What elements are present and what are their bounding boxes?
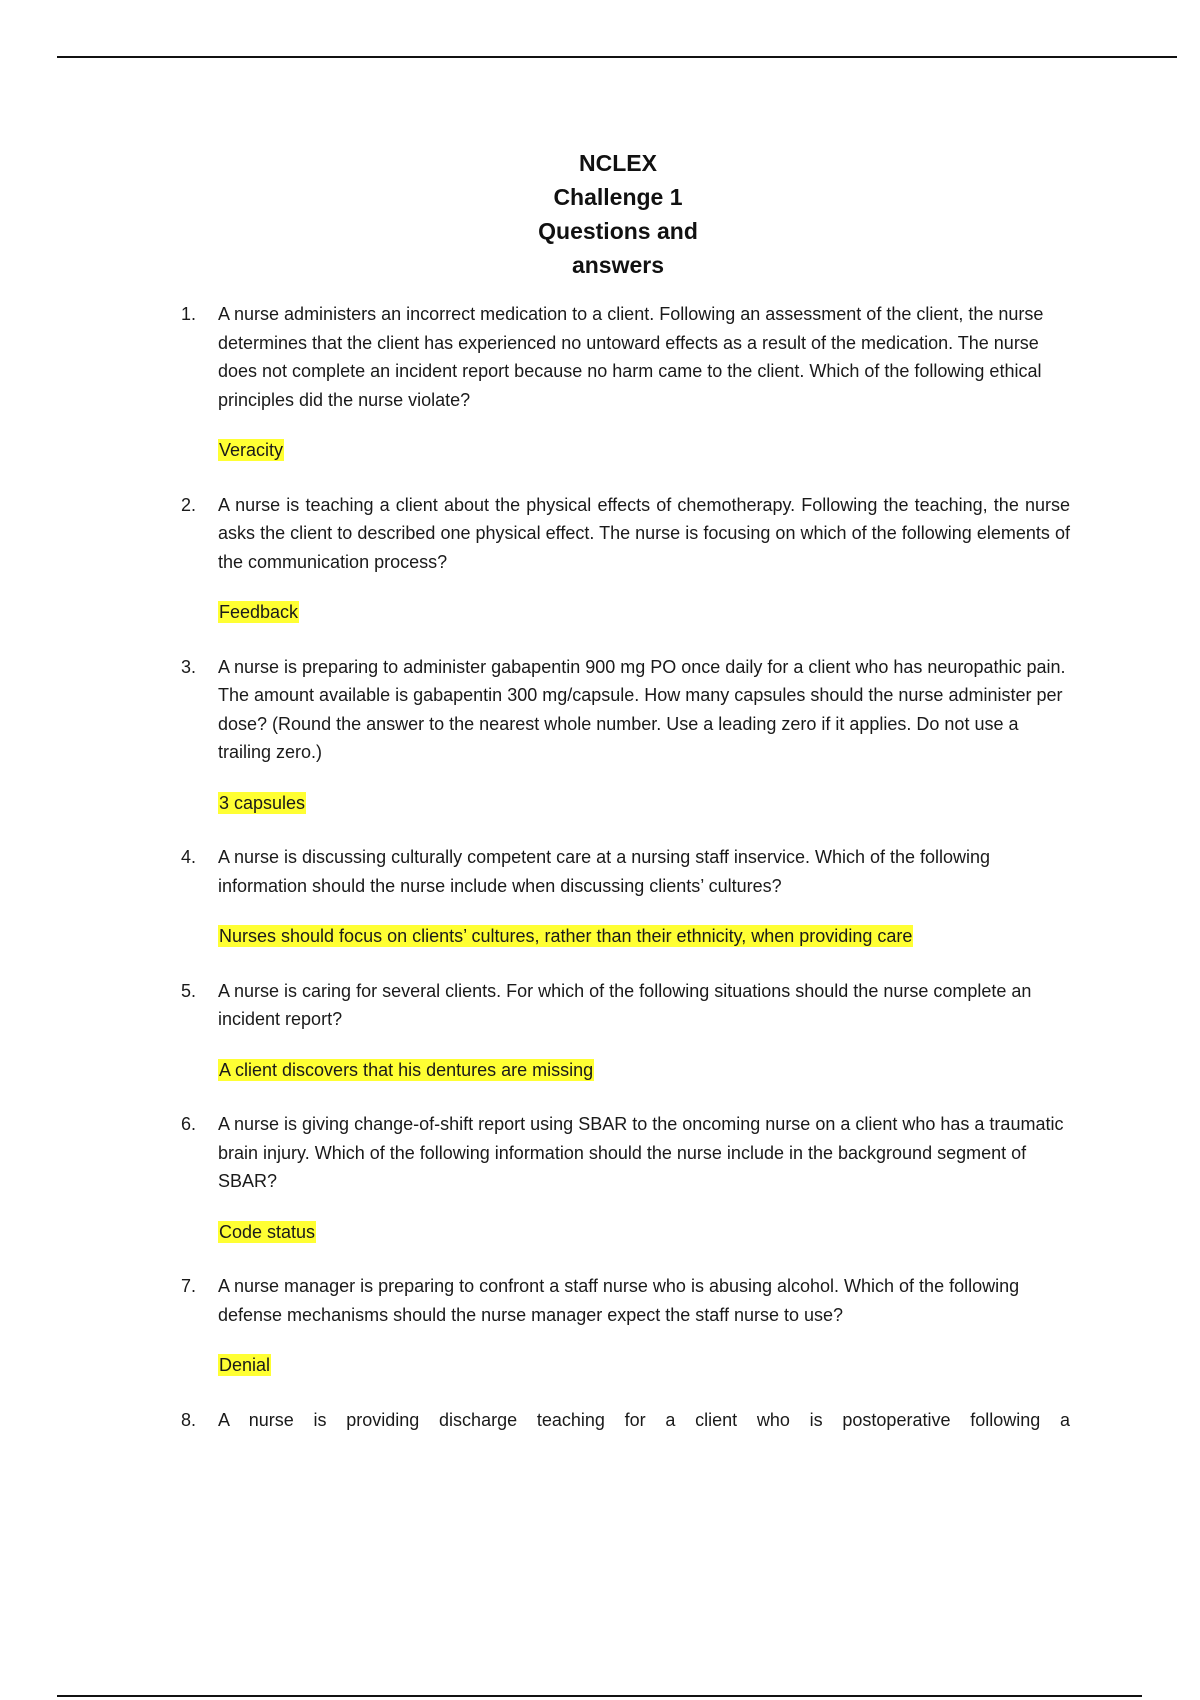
answer-highlight: Nurses should focus on clients’ cultures, rather than their ethnicity, when providing care bbox=[219, 926, 913, 946]
answer bbox=[218, 789, 1200, 818]
answer bbox=[218, 1218, 1200, 1247]
question-number: 3. bbox=[181, 656, 197, 677]
title-line: Questions and bbox=[538, 218, 698, 244]
question-text: A nurse manager is preparing to confront a staff nurse who is abusing alcohol. Which of the following defense mechanisms should the nurse manager expect the staff nurse to use? bbox=[218, 1276, 1020, 1325]
question-number: 5. bbox=[181, 980, 197, 1001]
question-number: 4. bbox=[181, 847, 197, 867]
title-line: NCLEX bbox=[579, 150, 657, 176]
answer-highlight: 3 capsules bbox=[219, 792, 306, 813]
document-title bbox=[0, 146, 1200, 282]
question-text: A nurse is discussing culturally competent care at a nursing staff inservice. Which of the following information should the nurse include when discussing clients’ cultures? bbox=[218, 847, 991, 896]
question-number: 1. bbox=[181, 304, 197, 324]
question-item bbox=[0, 491, 1200, 627]
question-text: A nurse is preparing to administer gabapentin 900 mg PO once daily for a client who has neuropathic pain. The amount available is gabapentin 300 mg/capsule. How many capsules should the nurse administer per dose? (Round the answer to the nearest whole number. Use a leading zero if it applies. Do not use a trailing zero.) bbox=[218, 656, 1066, 762]
question-text: A nurse is giving change-of-shift report using SBAR to the oncoming nurse on a client who has a traumatic brain injury. Which of the following information should the nurse include in the background segment of SBAR? bbox=[218, 1114, 1064, 1191]
question-text: A nurse is providing discharge teaching for a client who is postoperative following a bbox=[218, 1409, 1070, 1430]
question-text: A nurse is teaching a client about the physical effects of chemotherapy. Following the teaching, the nurse asks the client to described one physical effect. The nurse is focusing on which of the following elements of the communication process? bbox=[218, 494, 1070, 572]
question-number: 8. bbox=[181, 1409, 197, 1430]
answer bbox=[218, 598, 1200, 627]
header-rule bbox=[57, 56, 1177, 58]
answer-highlight: Veracity bbox=[219, 440, 284, 460]
answer bbox=[218, 922, 1200, 951]
answer bbox=[218, 1056, 1200, 1085]
answer-highlight: A client discovers that his dentures are missing bbox=[219, 1059, 594, 1080]
title-line: Challenge 1 bbox=[553, 184, 683, 210]
question-item bbox=[0, 1406, 1200, 1435]
question-item bbox=[0, 843, 1200, 951]
title-line: answers bbox=[571, 252, 665, 278]
question-item bbox=[0, 300, 1200, 465]
question-number: 2. bbox=[181, 494, 197, 515]
answer bbox=[218, 436, 1200, 465]
question-item bbox=[0, 1110, 1200, 1246]
question-number: 6. bbox=[181, 1114, 197, 1134]
question-text: A nurse administers an incorrect medication to a client. Following an assessment of the client, the nurse determines that the client has experienced no untoward effects as a result of the medication. The nurse does not complete an incident report because no harm came to the client. Which of the following ethical principles did the nurse violate? bbox=[218, 304, 1044, 410]
question-item bbox=[0, 1272, 1200, 1380]
question-number: 7. bbox=[181, 1276, 197, 1296]
footer-rule bbox=[57, 1695, 1142, 1697]
answer-highlight: Feedback bbox=[219, 602, 299, 622]
question-text: A nurse is caring for several clients. For which of the following situations should the nurse complete an incident report? bbox=[218, 980, 1032, 1029]
answer-highlight: Denial bbox=[219, 1355, 271, 1375]
question-item bbox=[0, 977, 1200, 1085]
question-list bbox=[0, 300, 1200, 1460]
question-item bbox=[0, 653, 1200, 818]
answer-highlight: Code status bbox=[219, 1221, 316, 1242]
answer bbox=[218, 1351, 1200, 1380]
